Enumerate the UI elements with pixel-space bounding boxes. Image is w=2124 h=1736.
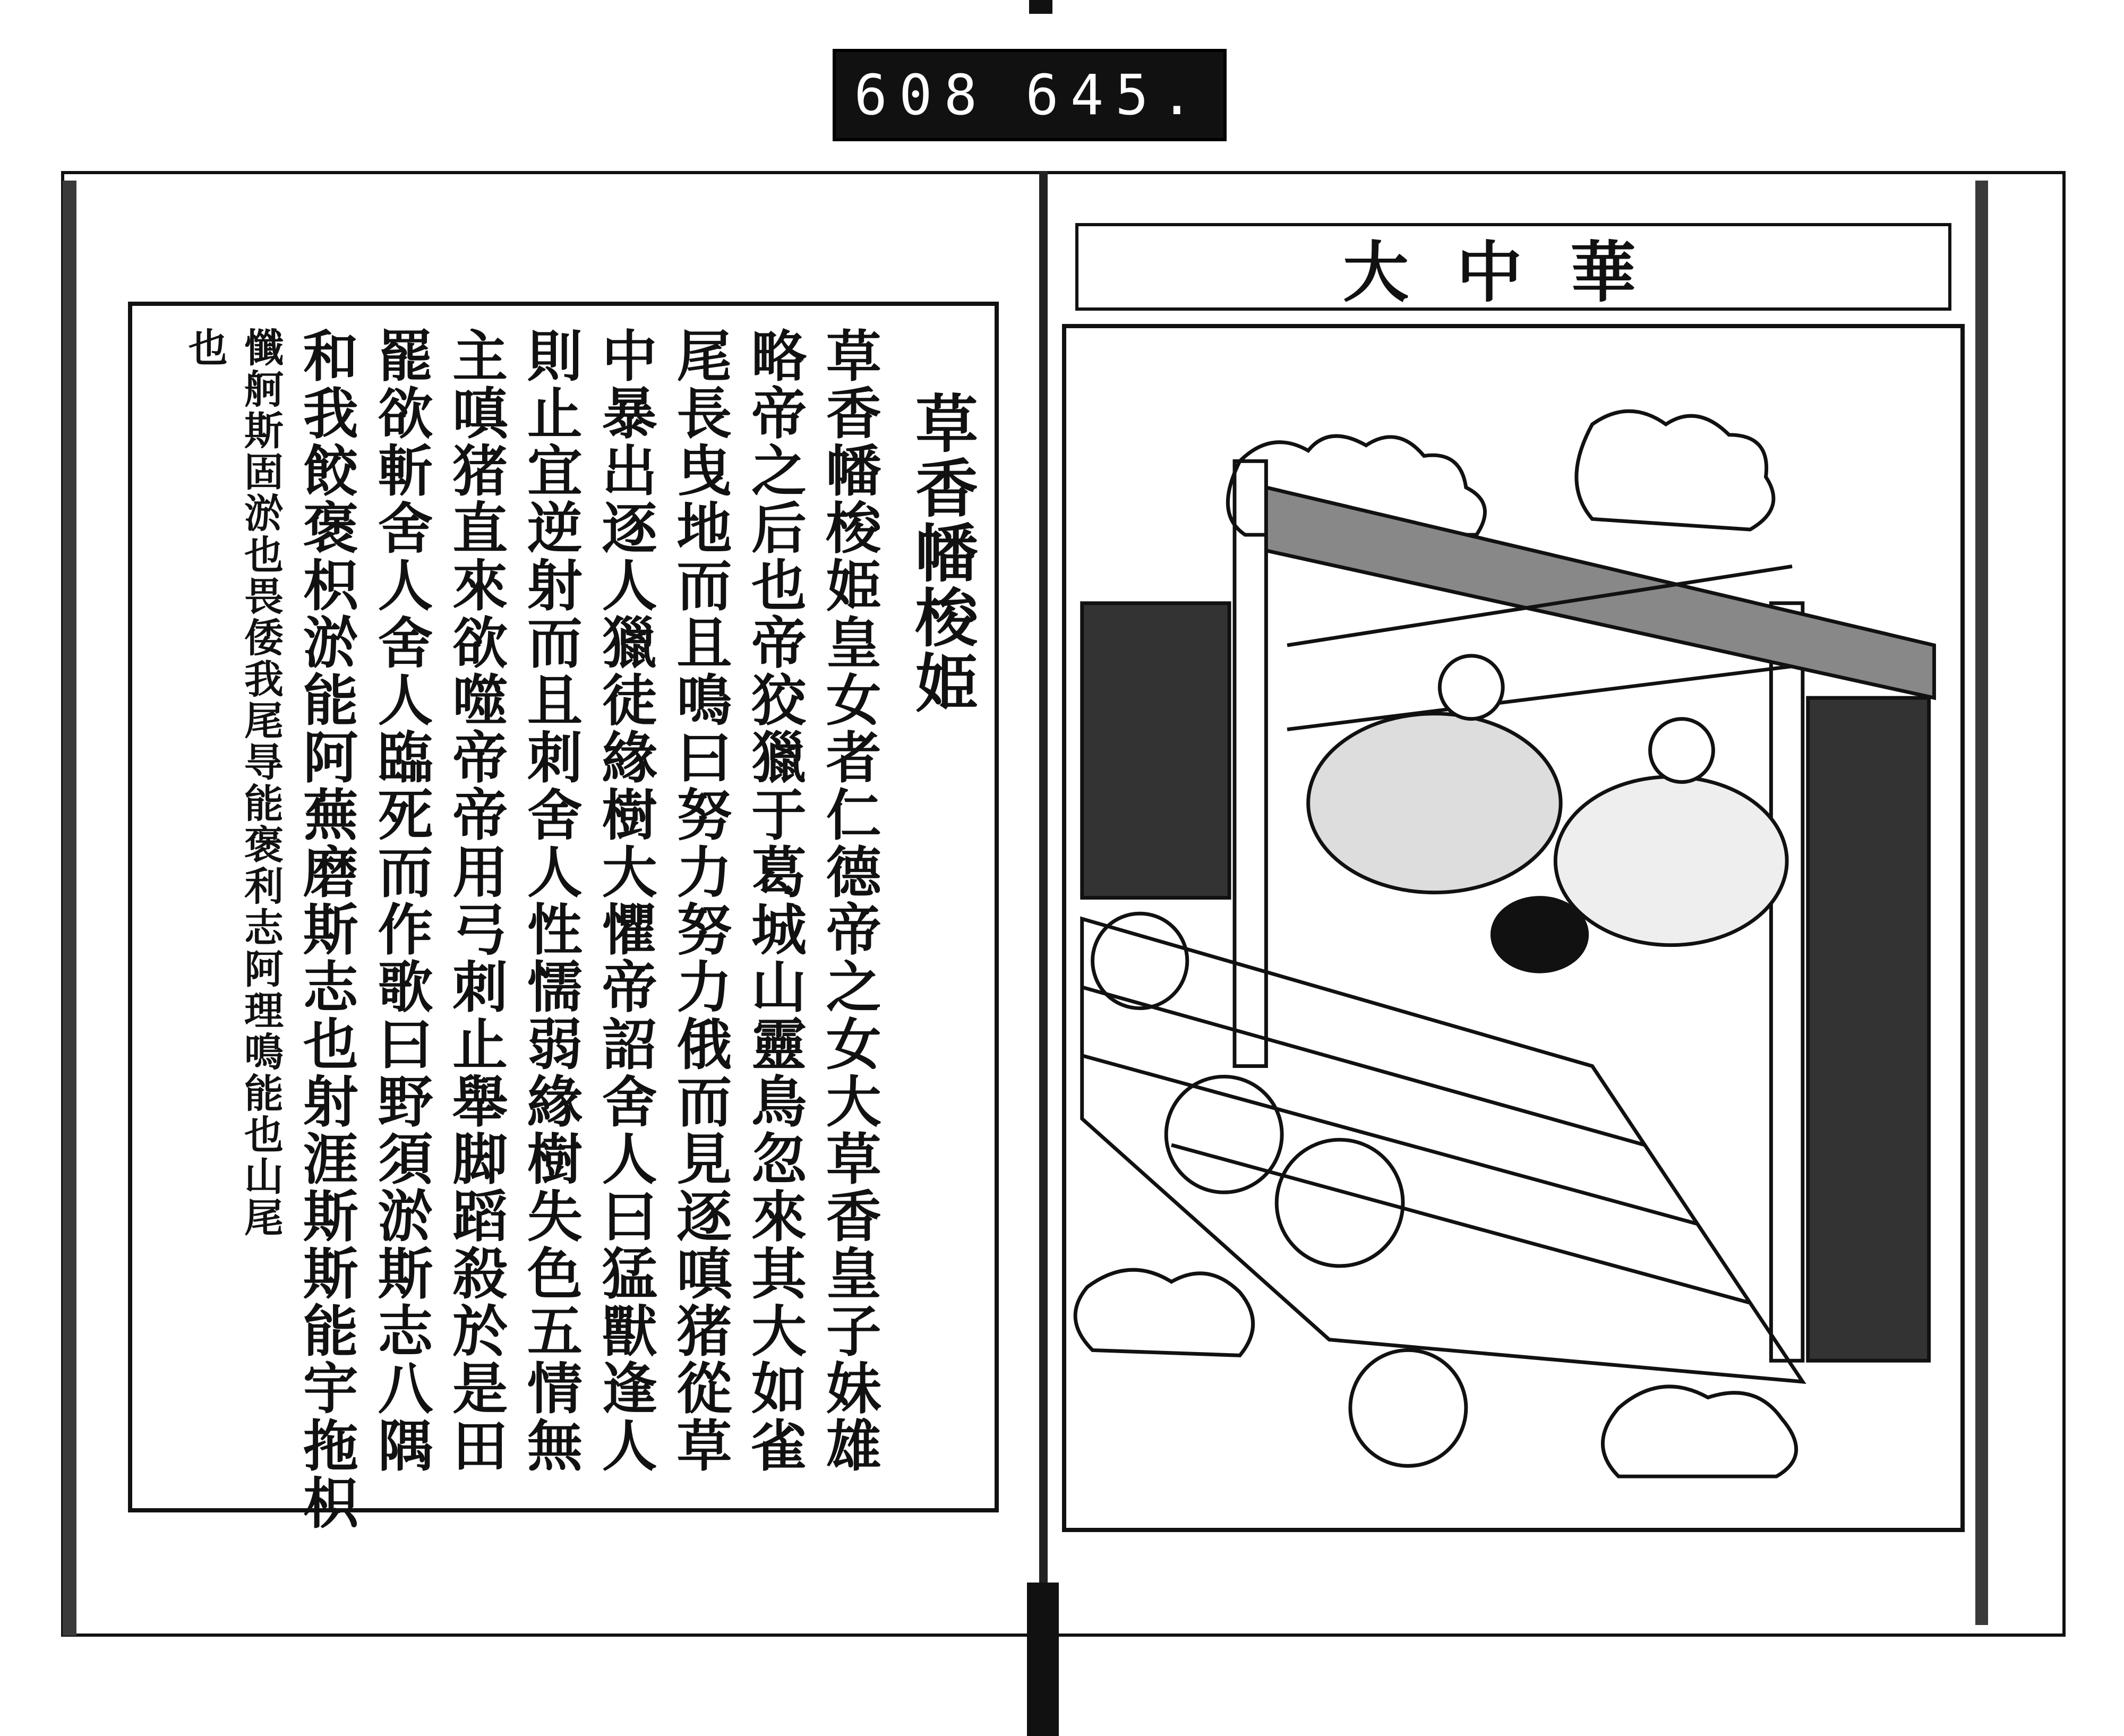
text-column: 懺舸斯固淤也畏倭我尾㝵能褒利志阿理鳴能也山尾 — [238, 327, 284, 1238]
lacquer-bowl — [1492, 898, 1587, 972]
text-column: 也 — [182, 327, 228, 369]
pillar — [1235, 461, 1266, 1066]
catalog-label — [833, 49, 1227, 141]
cloud-shape — [1603, 1387, 1796, 1476]
book-gutter — [1039, 171, 1048, 1637]
illustration-title-box — [1075, 223, 1951, 311]
cloud-shape — [1577, 411, 1774, 529]
pine-tree — [1350, 1350, 1466, 1466]
right-page-edge — [1975, 181, 1988, 1625]
woodblock-illustration — [1062, 324, 1965, 1532]
figure-nobleman — [1555, 777, 1787, 945]
text-column: 罷欲斬舍人舍人臨死而作歌曰野須淤斯志八隅 — [368, 327, 434, 1474]
catalog-number-right: 645. — [1025, 63, 1205, 127]
cloud-shape — [1075, 1270, 1253, 1355]
illustration-drawing — [1066, 328, 1960, 1528]
text-column: 主嗔猪直來欲噬帝帝用弓刺止舉脚蹈殺於是田 — [443, 327, 509, 1474]
text-frame — [128, 302, 999, 1532]
left-page-edge — [63, 181, 76, 1636]
figure-court-lady — [1308, 714, 1561, 893]
catalog-number-left: 608 — [854, 63, 989, 127]
lattice-screen — [1808, 698, 1929, 1361]
vertical-text — [181, 327, 979, 1532]
pillar — [1771, 603, 1802, 1361]
text-column: 則止宜逆射而且刺舍人性懦弱緣樹失色五情無 — [517, 327, 583, 1474]
left-page — [61, 171, 1043, 1637]
lattice-screen — [1082, 603, 1229, 898]
text-column: 略帝之后也帝狡獵于葛城山靈鳥忽來其大如雀 — [742, 327, 808, 1474]
section-heading: 草香幡梭姫 — [905, 391, 979, 715]
illustration-title: 大中華 — [1342, 234, 1684, 311]
pine-tree — [1093, 913, 1187, 1008]
text-column: 尾長曳地而且鳴曰努力努力俄而見逐嗔猪從草 — [667, 327, 733, 1474]
text-column: 草香幡梭姫皇女者仁德帝之女大草香皇子妹雄 — [816, 327, 882, 1474]
spine-tab — [1027, 1583, 1059, 1736]
text-column: 和我餃褒枳淤能阿蕪磨斯志也射涯斯斯能宇拖枳 — [293, 327, 359, 1532]
text-column: 中暴出逐人獵徒緣樹大懼帝詔舍人曰猛獸逢人 — [592, 327, 658, 1474]
top-edge-mark — [1029, 0, 1052, 14]
